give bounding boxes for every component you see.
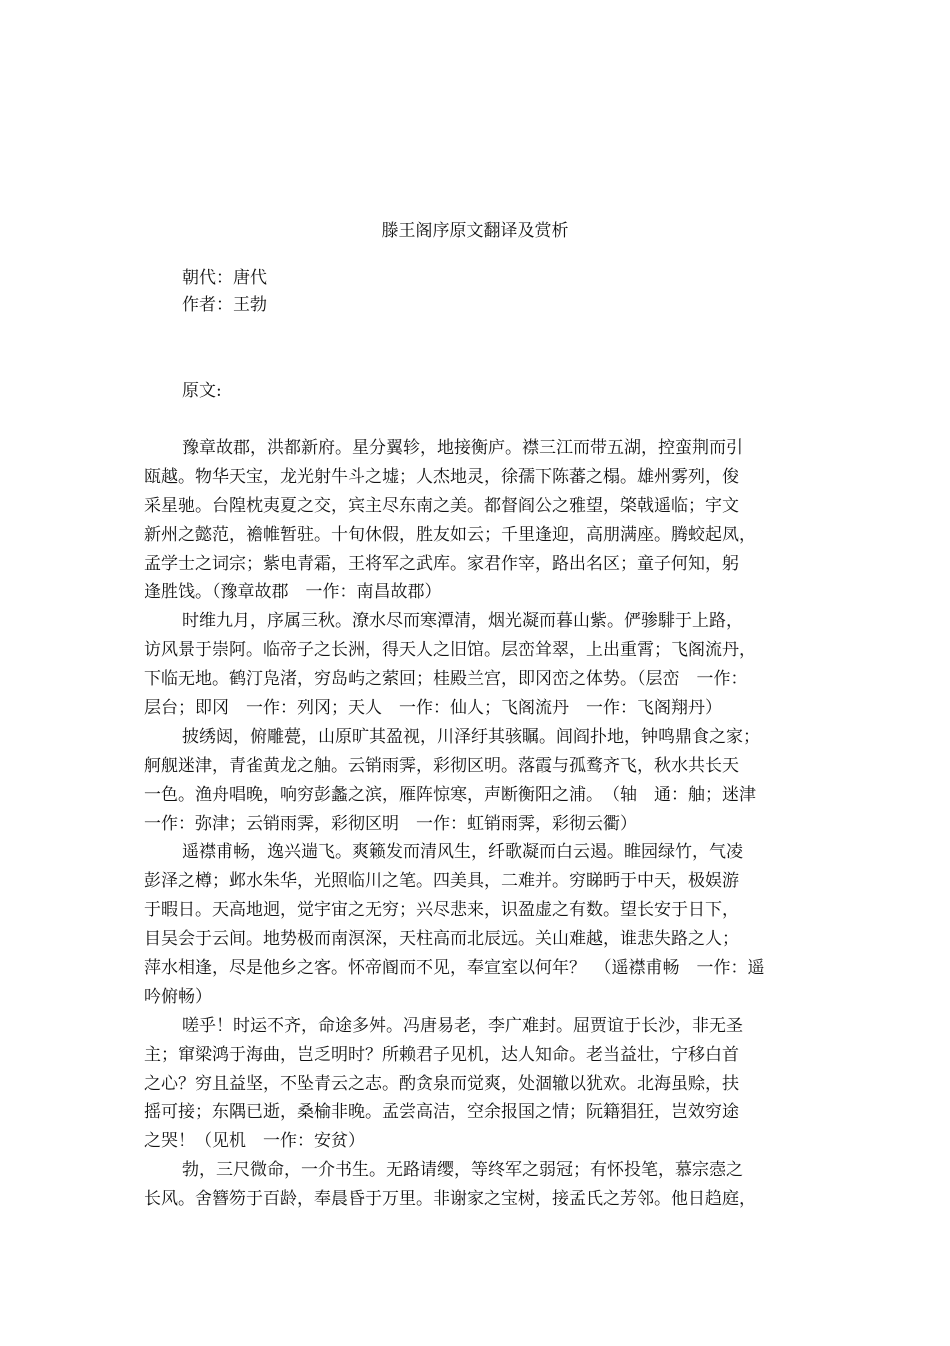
text-line: 披绣闼，俯雕甍，山原旷其盈视，川泽纡其骇瞩。闾阎扑地，钟鸣鼎食之家；	[182, 726, 760, 747]
text-line: 摇可接；东隅已逝，桑榆非晚。孟尝高洁，空余报国之情；阮籍猖狂，岂效穷途	[144, 1102, 739, 1123]
text-line: 时维九月，序属三秋。潦水尽而寒潭清，烟光凝而暮山紫。俨骖騑于上路，	[182, 611, 743, 632]
text-line: 之心？穷且益坚，不坠青云之志。酌贪泉而觉爽，处涸辙以犹欢。北海虽赊，扶	[144, 1073, 739, 1094]
text-line: 遥襟甫畅，逸兴遄飞。爽籁发而清风生，纤歌凝而白云遏。睢园绿竹，气凌	[182, 842, 743, 863]
paragraph	[144, 723, 814, 839]
paragraph	[144, 607, 814, 723]
text-line: 目吴会于云间。地势极而南溟深，天柱高而北辰远。关山难越，谁悲失路之人；	[144, 929, 739, 950]
original-text-body	[144, 434, 814, 1214]
text-line: 舸舰迷津，青雀黄龙之舳。云销雨霁，彩彻区明。落霞与孤鹜齐飞，秋水共长天	[144, 755, 739, 776]
text-line: 嗟乎！时运不齐，命途多舛。冯唐易老，李广难封。屈贾谊于长沙，非无圣	[182, 1015, 743, 1036]
paragraph	[144, 434, 814, 607]
paragraph	[144, 838, 814, 1011]
dynasty-line: 朝代：唐代	[182, 268, 267, 288]
paragraph	[144, 1012, 814, 1156]
text-line: 下临无地。鹤汀凫渚，穷岛屿之萦回；桂殿兰宫，即冈峦之体势。（层峦 一作：	[144, 669, 748, 690]
text-line: 一作：弥津；云销雨霁，彩彻区明 一作：虹销雨霁，彩彻云衢）	[144, 813, 637, 834]
text-line: 豫章故郡，洪都新府。星分翼轸，地接衡庐。襟三江而带五湖，控蛮荆而引	[182, 438, 743, 458]
text-line: 之哭！（见机 一作：安贫）	[144, 1131, 365, 1152]
document-title: 滕王阁序原文翻译及赏析	[381, 221, 569, 241]
text-line: 于暇日。天高地迥，觉宇宙之无穷；兴尽悲来，识盈虚之有数。望长安于日下，	[144, 900, 739, 921]
text-line: 一色。渔舟唱晚，响穷彭蠡之滨，雁阵惊寒，声断衡阳之浦。 （轴 通：舳；迷津	[144, 784, 756, 805]
section-label-original-text: 原文:	[182, 381, 222, 401]
text-line: 萍水相逢，尽是他乡之客。怀帝阍而不见，奉宣室以何年？ （遥襟甫畅 一作：遥	[144, 958, 765, 979]
text-line: 访风景于崇阿。临帝子之长洲，得天人之旧馆。层峦耸翠，上出重霄；飞阁流丹，	[144, 640, 756, 661]
author-line: 作者：王勃	[182, 295, 267, 315]
text-line: 吟俯畅）	[144, 986, 212, 1007]
text-line: 孟学士之词宗；紫电青霜，王将军之武库。家君作宰，路出名区；童子何知，躬	[144, 553, 739, 574]
text-line: 逢胜饯。（豫章故郡 一作：南昌故郡）	[144, 582, 442, 603]
text-line: 主；窜梁鸿于海曲，岂乏明时？所赖君子见机，达人知命。老当益壮，宁移白首	[144, 1044, 739, 1065]
text-line: 勃，三尺微命，一介书生。无路请缨，等终军之弱冠；有怀投笔，慕宗悫之	[182, 1160, 743, 1181]
text-line: 彭泽之樽；邺水朱华，光照临川之笔。四美具，二难并。穷睇眄于中天，极娱游	[144, 871, 739, 892]
text-line: 层台；即冈 一作：列冈；天人 一作：仙人；飞阁流丹 一作：飞阁翔丹）	[144, 698, 722, 719]
text-line: 新州之懿范，襜帷暂驻。十旬休假，胜友如云；千里逢迎，高朋满座。腾蛟起凤，	[144, 524, 756, 545]
text-line: 瓯越。物华天宝，龙光射牛斗之墟；人杰地灵，徐孺下陈蕃之榻。雄州雾列，俊	[144, 466, 739, 487]
paragraph	[144, 1156, 814, 1214]
text-line: 长风。舍簪笏于百龄，奉晨昏于万里。非谢家之宝树，接孟氏之芳邻。他日趋庭，	[144, 1189, 756, 1210]
text-line: 采星驰。台隍枕夷夏之交，宾主尽东南之美。都督阎公之雅望，棨戟遥临；宇文	[144, 495, 739, 516]
